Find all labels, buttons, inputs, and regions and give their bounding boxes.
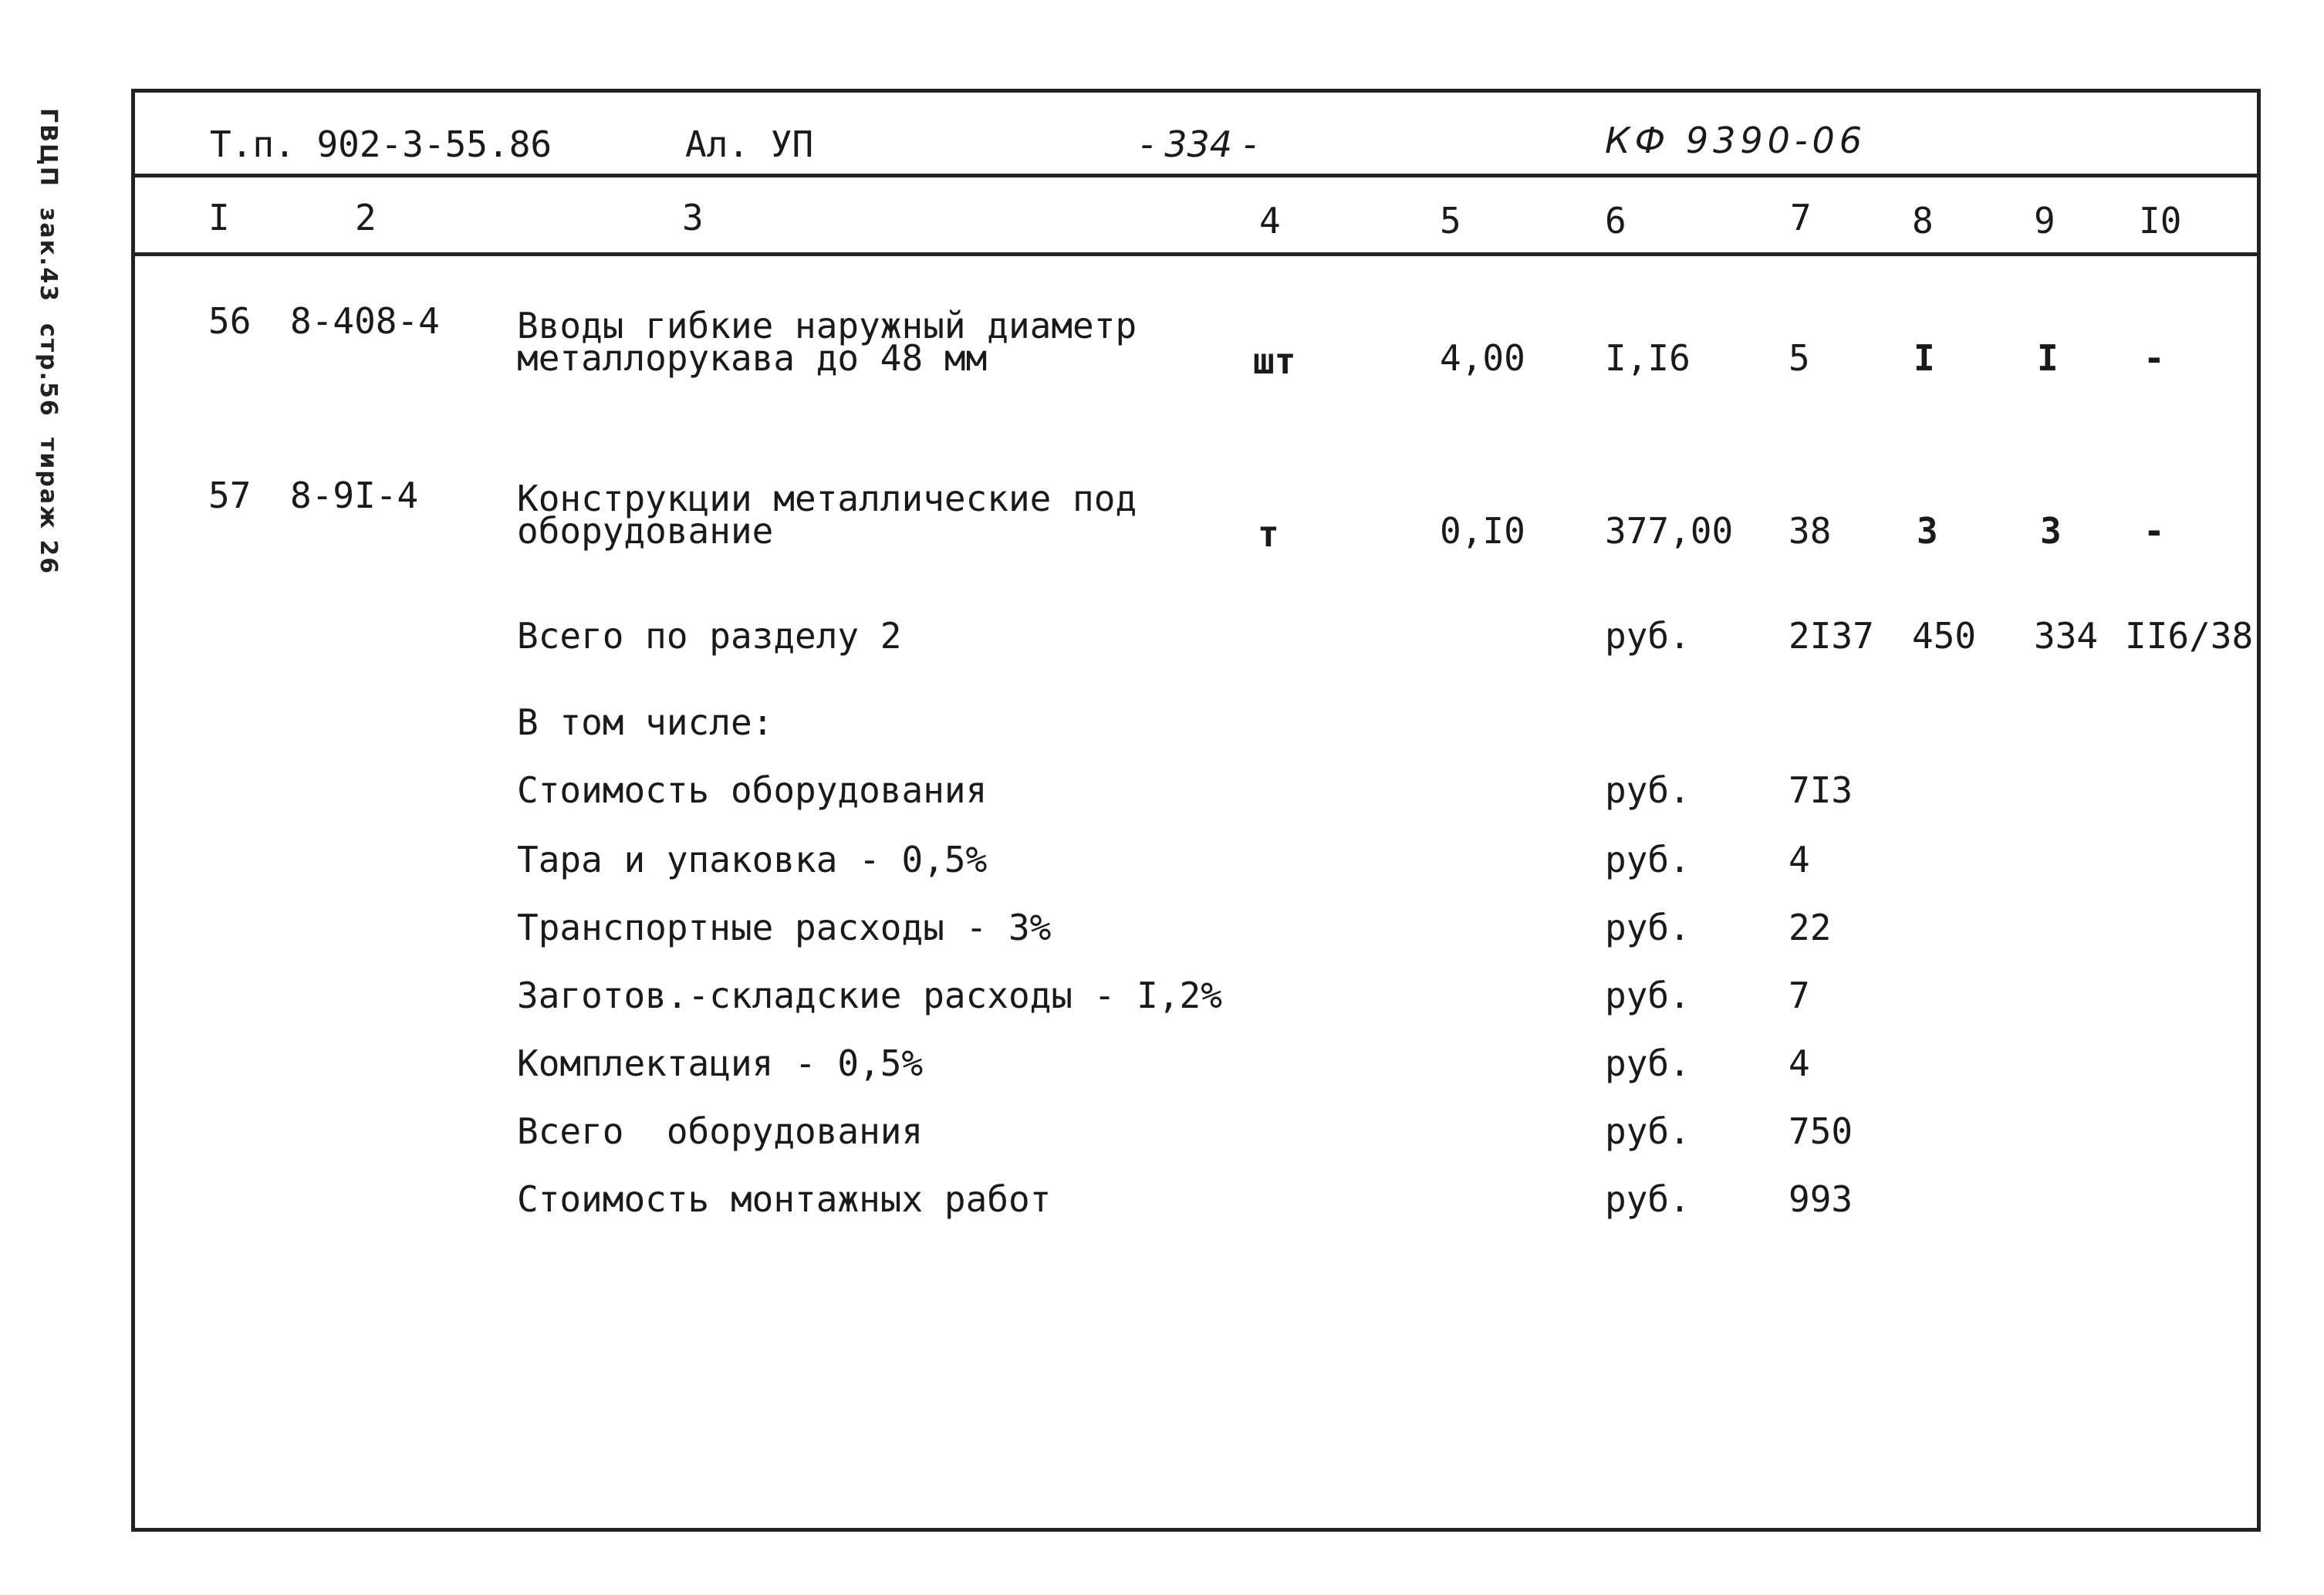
column-header: 3 xyxy=(682,197,704,238)
side-stamp-sheet: стр.56 xyxy=(35,323,62,417)
summary-label: Тара и упаковка - 0,5% xyxy=(517,839,988,880)
row-number: 56 xyxy=(208,300,252,342)
summary-label: Заготов.-складские расходы - I,2% xyxy=(517,975,1222,1016)
unit: шт xyxy=(1253,340,1296,382)
col7-value: 38 xyxy=(1789,510,1832,552)
summary-unit: руб. xyxy=(1605,907,1691,948)
col8-value: I xyxy=(1914,337,1935,379)
item-name: металлорукава до 48 мм xyxy=(517,337,988,379)
col9-value: I xyxy=(2037,337,2059,379)
total-col7: 2I37 xyxy=(1789,615,1874,657)
col9-value: 3 xyxy=(2040,510,2062,552)
project-number: Т.п. 902-3-55.86 xyxy=(210,123,552,165)
side-stamp-copies: тираж 26 xyxy=(35,438,62,576)
col7-value: 5 xyxy=(1789,337,1810,379)
row-number: 57 xyxy=(208,475,252,516)
total-col9: 334 xyxy=(2034,615,2099,657)
unit: т xyxy=(1258,513,1279,555)
summary-unit: руб. xyxy=(1605,975,1691,1016)
side-stamp-org: ГВЦП xyxy=(35,108,62,188)
total-col10: II6/38 xyxy=(2125,615,2254,657)
summary-label: Транспортные расходы - 3% xyxy=(517,907,1052,948)
document-code: КФ 9390-06 xyxy=(1605,120,1867,161)
summary-unit: руб. xyxy=(1605,1178,1691,1220)
item-name: оборудование xyxy=(517,510,774,552)
column-header-divider xyxy=(135,252,2257,256)
summary-unit: руб. xyxy=(1605,839,1691,880)
col10-value: - xyxy=(2143,510,2165,552)
summary-unit: руб. xyxy=(1605,1110,1691,1152)
side-stamp xyxy=(35,108,62,586)
column-header: 8 xyxy=(1912,200,1934,242)
summary-label: Комплектация - 0,5% xyxy=(517,1042,924,1084)
col8-value: 3 xyxy=(1917,510,1938,552)
summary-value: 7I3 xyxy=(1789,769,1853,811)
item-name: Конструкции металлические под xyxy=(517,478,1137,519)
column-header: 7 xyxy=(1790,197,1812,238)
summary-value: 4 xyxy=(1789,839,1810,880)
summary-unit: руб. xyxy=(1605,1042,1691,1084)
summary-value: 4 xyxy=(1789,1042,1810,1084)
summary-label: Стоимость монтажных работ xyxy=(517,1178,1052,1220)
column-header: I xyxy=(208,197,230,238)
rate-code: 8-408-4 xyxy=(290,300,440,342)
summary-value: 7 xyxy=(1789,975,1810,1016)
column-header: 5 xyxy=(1440,200,1461,242)
page-frame xyxy=(131,89,2261,1532)
side-stamp-order: зак.43 xyxy=(35,208,62,303)
total-label: Всего по разделу 2 xyxy=(517,615,902,657)
summary-value: 750 xyxy=(1789,1110,1853,1152)
item-name: Вводы гибкие наружный диаметр xyxy=(517,305,1137,346)
rate-code: 8-9I-4 xyxy=(290,475,419,516)
column-header: 2 xyxy=(355,197,377,238)
column-header: 9 xyxy=(2034,200,2055,242)
summary-label: Всего оборудования xyxy=(517,1110,924,1152)
quantity: 0,I0 xyxy=(1440,510,1525,552)
including-label: В том числе: xyxy=(517,701,774,743)
column-header: 6 xyxy=(1605,200,1626,242)
summary-label: Стоимость оборудования xyxy=(517,769,988,811)
column-header: 4 xyxy=(1259,200,1281,242)
summary-unit: руб. xyxy=(1605,769,1691,811)
summary-value: 22 xyxy=(1789,907,1832,948)
total-col8: 450 xyxy=(1912,615,1977,657)
album-label: Ал. УП xyxy=(685,123,814,165)
quantity: 4,00 xyxy=(1440,337,1525,379)
page-number: - 334 - xyxy=(1140,123,1257,165)
unit-price: 377,00 xyxy=(1605,510,1734,552)
unit-price: I,I6 xyxy=(1605,337,1691,379)
summary-value: 993 xyxy=(1789,1178,1853,1220)
total-unit: руб. xyxy=(1605,615,1691,657)
column-header: I0 xyxy=(2139,200,2182,242)
col10-value: - xyxy=(2143,337,2165,379)
header-divider xyxy=(135,174,2257,177)
